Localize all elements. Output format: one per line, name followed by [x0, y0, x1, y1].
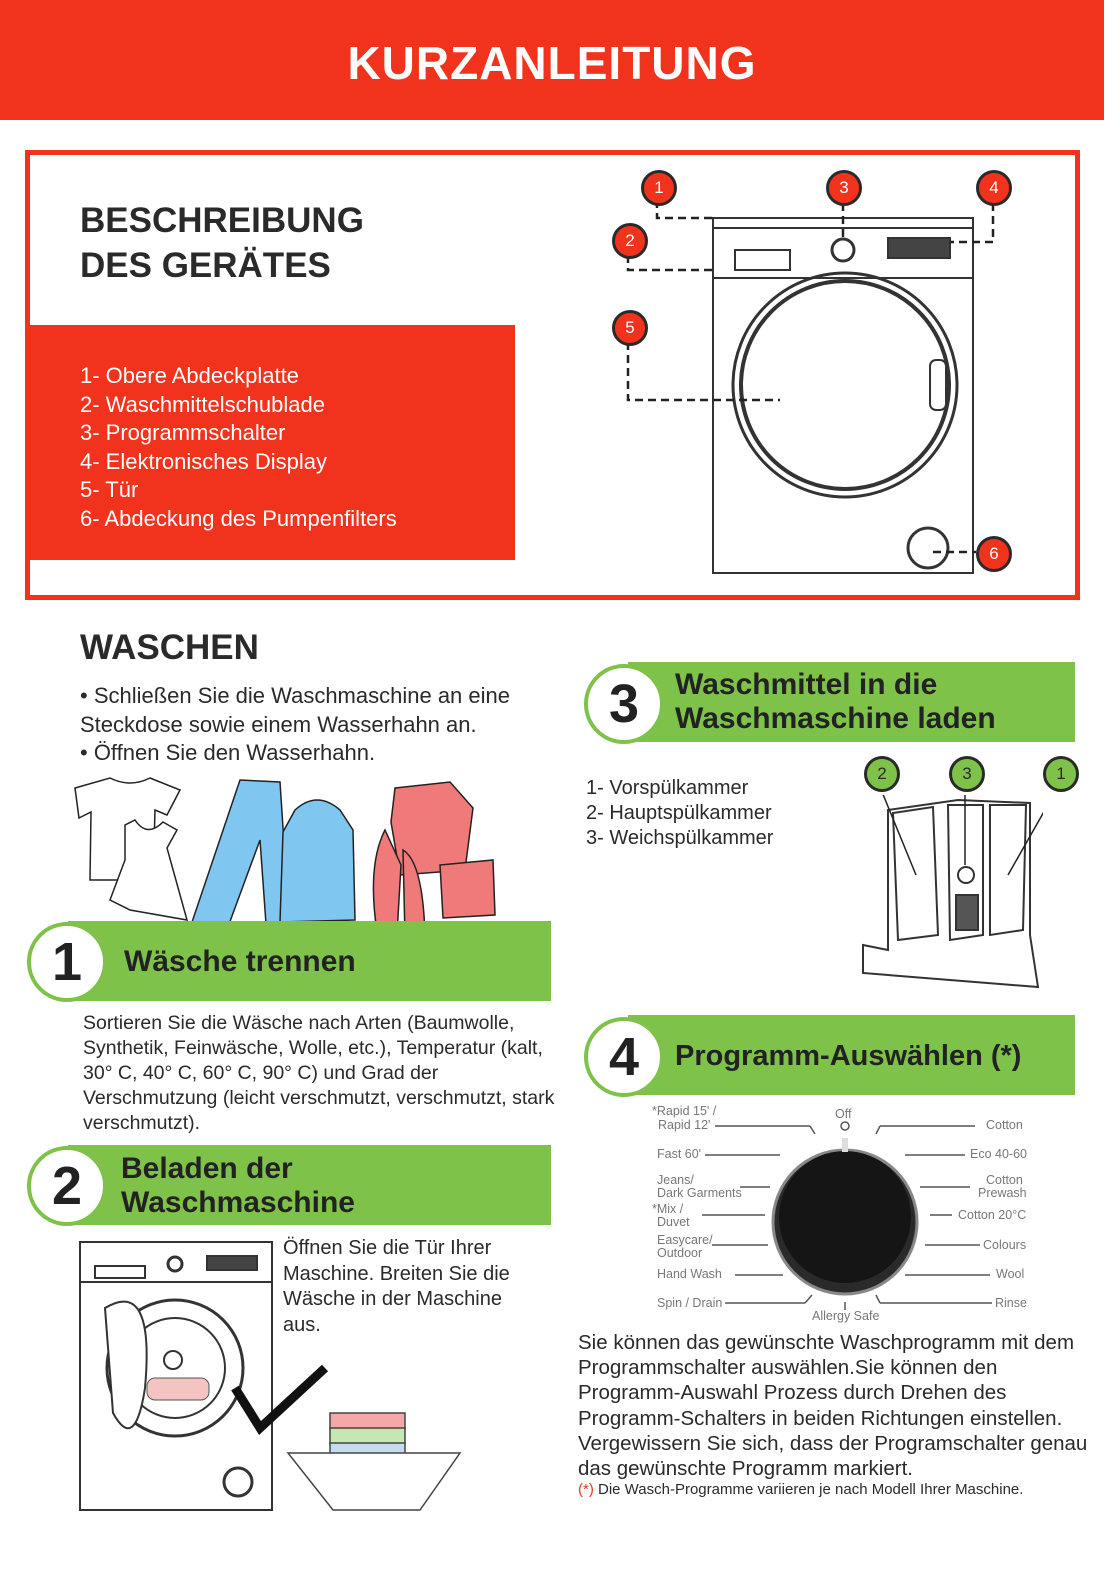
drawer-callout-2: 2: [864, 756, 900, 792]
dial-label: Colours: [983, 1238, 1027, 1252]
dial-allergy-label: Allergy Safe: [812, 1309, 880, 1323]
laundry-basket: [288, 1453, 460, 1510]
footnote-text: Die Wasch-Programme variieren je nach Modell Ihrer Maschine.: [593, 1481, 1024, 1498]
program-knob: [832, 239, 854, 261]
step4-number: 4: [584, 1017, 664, 1097]
drawer-callout-1: 1: [1043, 756, 1079, 792]
intro-line: • Schließen Sie die Waschmaschine an eine: [80, 683, 510, 708]
part-item: 5- Tür: [80, 477, 139, 503]
dial-label: Rinse: [995, 1296, 1027, 1310]
page-title: KURZANLEITUNG: [347, 37, 757, 89]
dial-label: Prewash: [978, 1186, 1027, 1200]
step1-number: 1: [27, 922, 107, 1002]
part-item: 4- Elektronisches Display: [80, 448, 327, 474]
detergent-drawer: [735, 250, 790, 270]
dial-off-label: Off: [835, 1107, 852, 1121]
step4-text: Sie können das gewünschte Waschprogramm mit dem Programmschalter auswählen.Sie können den Programm-Auswahl Prozess durch Drehen des Programm-Schalters in beiden Richtungen einstellen. Vergewissern Sie sich, dass der Programschalter genau das gewünschte Programm markiert.: [578, 1331, 1088, 1481]
dial-label: Eco 40-60: [970, 1147, 1027, 1161]
door-inner: [741, 281, 949, 489]
step2-text: Öffnen Sie die Tür Ihrer Maschine. Breiten Sie die Wäsche in der Maschine aus.: [283, 1237, 510, 1336]
step3-list: [586, 776, 773, 851]
part-item: 1- Obere Abdeckplatte: [80, 363, 299, 388]
description-heading-line1: BESCHREIBUNG: [80, 201, 364, 240]
laundry-stack: [330, 1413, 405, 1429]
drawer-body: [863, 800, 1038, 987]
step2-title: [121, 1152, 355, 1220]
description-heading-line2: DES GERÄTES: [80, 246, 331, 285]
washing-intro: [80, 682, 570, 768]
washing-heading: WASCHEN: [80, 628, 259, 667]
drawer-callout-3: 3: [949, 756, 985, 792]
pump-filter-cover: [908, 528, 948, 568]
machine-body: [713, 218, 973, 573]
dial-label: Rapid 12': [658, 1118, 711, 1132]
loading-illustration: [75, 1238, 470, 1518]
callout-4: 4: [976, 170, 1012, 206]
dial-label: Outdoor: [657, 1246, 703, 1260]
step2-number: 2: [27, 1146, 107, 1226]
step2-title-line2: Waschmaschine: [121, 1186, 355, 1219]
open-door: [105, 1302, 147, 1429]
dial-label: Cotton: [986, 1173, 1023, 1187]
step1-title: Wäsche trennen: [124, 945, 356, 978]
dial-label: Jeans/: [657, 1173, 694, 1187]
dial-label: Cotton: [986, 1118, 1023, 1132]
intro-line: Steckdose sowie einem Wasserhahn an.: [80, 711, 477, 737]
load-arrow-icon: [235, 1368, 325, 1428]
step1-text: Sortieren Sie die Wäsche nach Arten (Baumwolle, Synthetik, Feinwäsche, Wolle, etc.), Temperatur (kalt, 30° C, 40° C, 60° C, 90° C) und Grad der Verschmutzung (leicht verschmutzt, verschmutzt, stark verschmutzt).: [83, 1012, 555, 1134]
part-item: 6- Abdeckung des Pumpenfilters: [80, 505, 397, 531]
callout-5: 5: [612, 310, 648, 346]
chamber-item: 2- Hauptspülkammer: [586, 802, 772, 824]
dial-label: Duvet: [657, 1215, 690, 1229]
dial-label: *Rapid 15' /: [652, 1104, 717, 1118]
step4-title: Programm-Auswählen (*): [675, 1040, 1022, 1072]
footnote-mark: (*): [578, 1481, 594, 1498]
dial-label: Dark Garments: [657, 1186, 742, 1200]
callout-2: 2: [612, 223, 648, 259]
dial-label: Cotton 20°C: [958, 1208, 1027, 1222]
jeans-icon: [190, 780, 290, 938]
dial-label: Easycare/: [657, 1233, 713, 1247]
clothes-illustration: [55, 770, 505, 945]
hoodie-icon: [280, 800, 355, 922]
detergent-drawer-illustration: [858, 795, 1043, 995]
part-item: 3- Programmschalter: [80, 420, 286, 446]
program-dial: [640, 1100, 1040, 1330]
step3-number: 3: [584, 664, 664, 744]
step3-title-line2: Waschmaschine laden: [675, 702, 996, 735]
callout-1: 1: [641, 170, 677, 206]
washing-machine-diagram: [600, 160, 1040, 580]
door-outer: [733, 273, 957, 497]
description-heading: [80, 198, 364, 288]
callout-3: 3: [826, 170, 862, 206]
display-panel: [888, 238, 950, 258]
step3-title: [675, 668, 996, 736]
dial-label: *Mix /: [652, 1202, 684, 1216]
dial-label: Wool: [996, 1267, 1025, 1281]
door-handle: [930, 360, 946, 410]
step2-title-line1: Beladen der: [121, 1152, 293, 1185]
chamber-item: 1- Vorspülkammer: [586, 777, 749, 799]
parts-list: [80, 362, 397, 534]
callout-6: 6: [976, 536, 1012, 572]
part-item: 2- Waschmittelschublade: [80, 391, 325, 417]
dial-label: Hand Wash: [657, 1267, 722, 1281]
chamber-item: 3- Weichspülkammer: [586, 827, 774, 849]
dial-label: Spin / Drain: [657, 1296, 723, 1310]
footnote: [578, 1481, 1023, 1498]
dial-label: Fast 60': [657, 1147, 702, 1161]
intro-line: • Öffnen Sie den Wasserhahn.: [80, 740, 376, 765]
gloves-icon: [440, 860, 495, 918]
step3-title-line1: Waschmittel in die: [675, 668, 938, 701]
